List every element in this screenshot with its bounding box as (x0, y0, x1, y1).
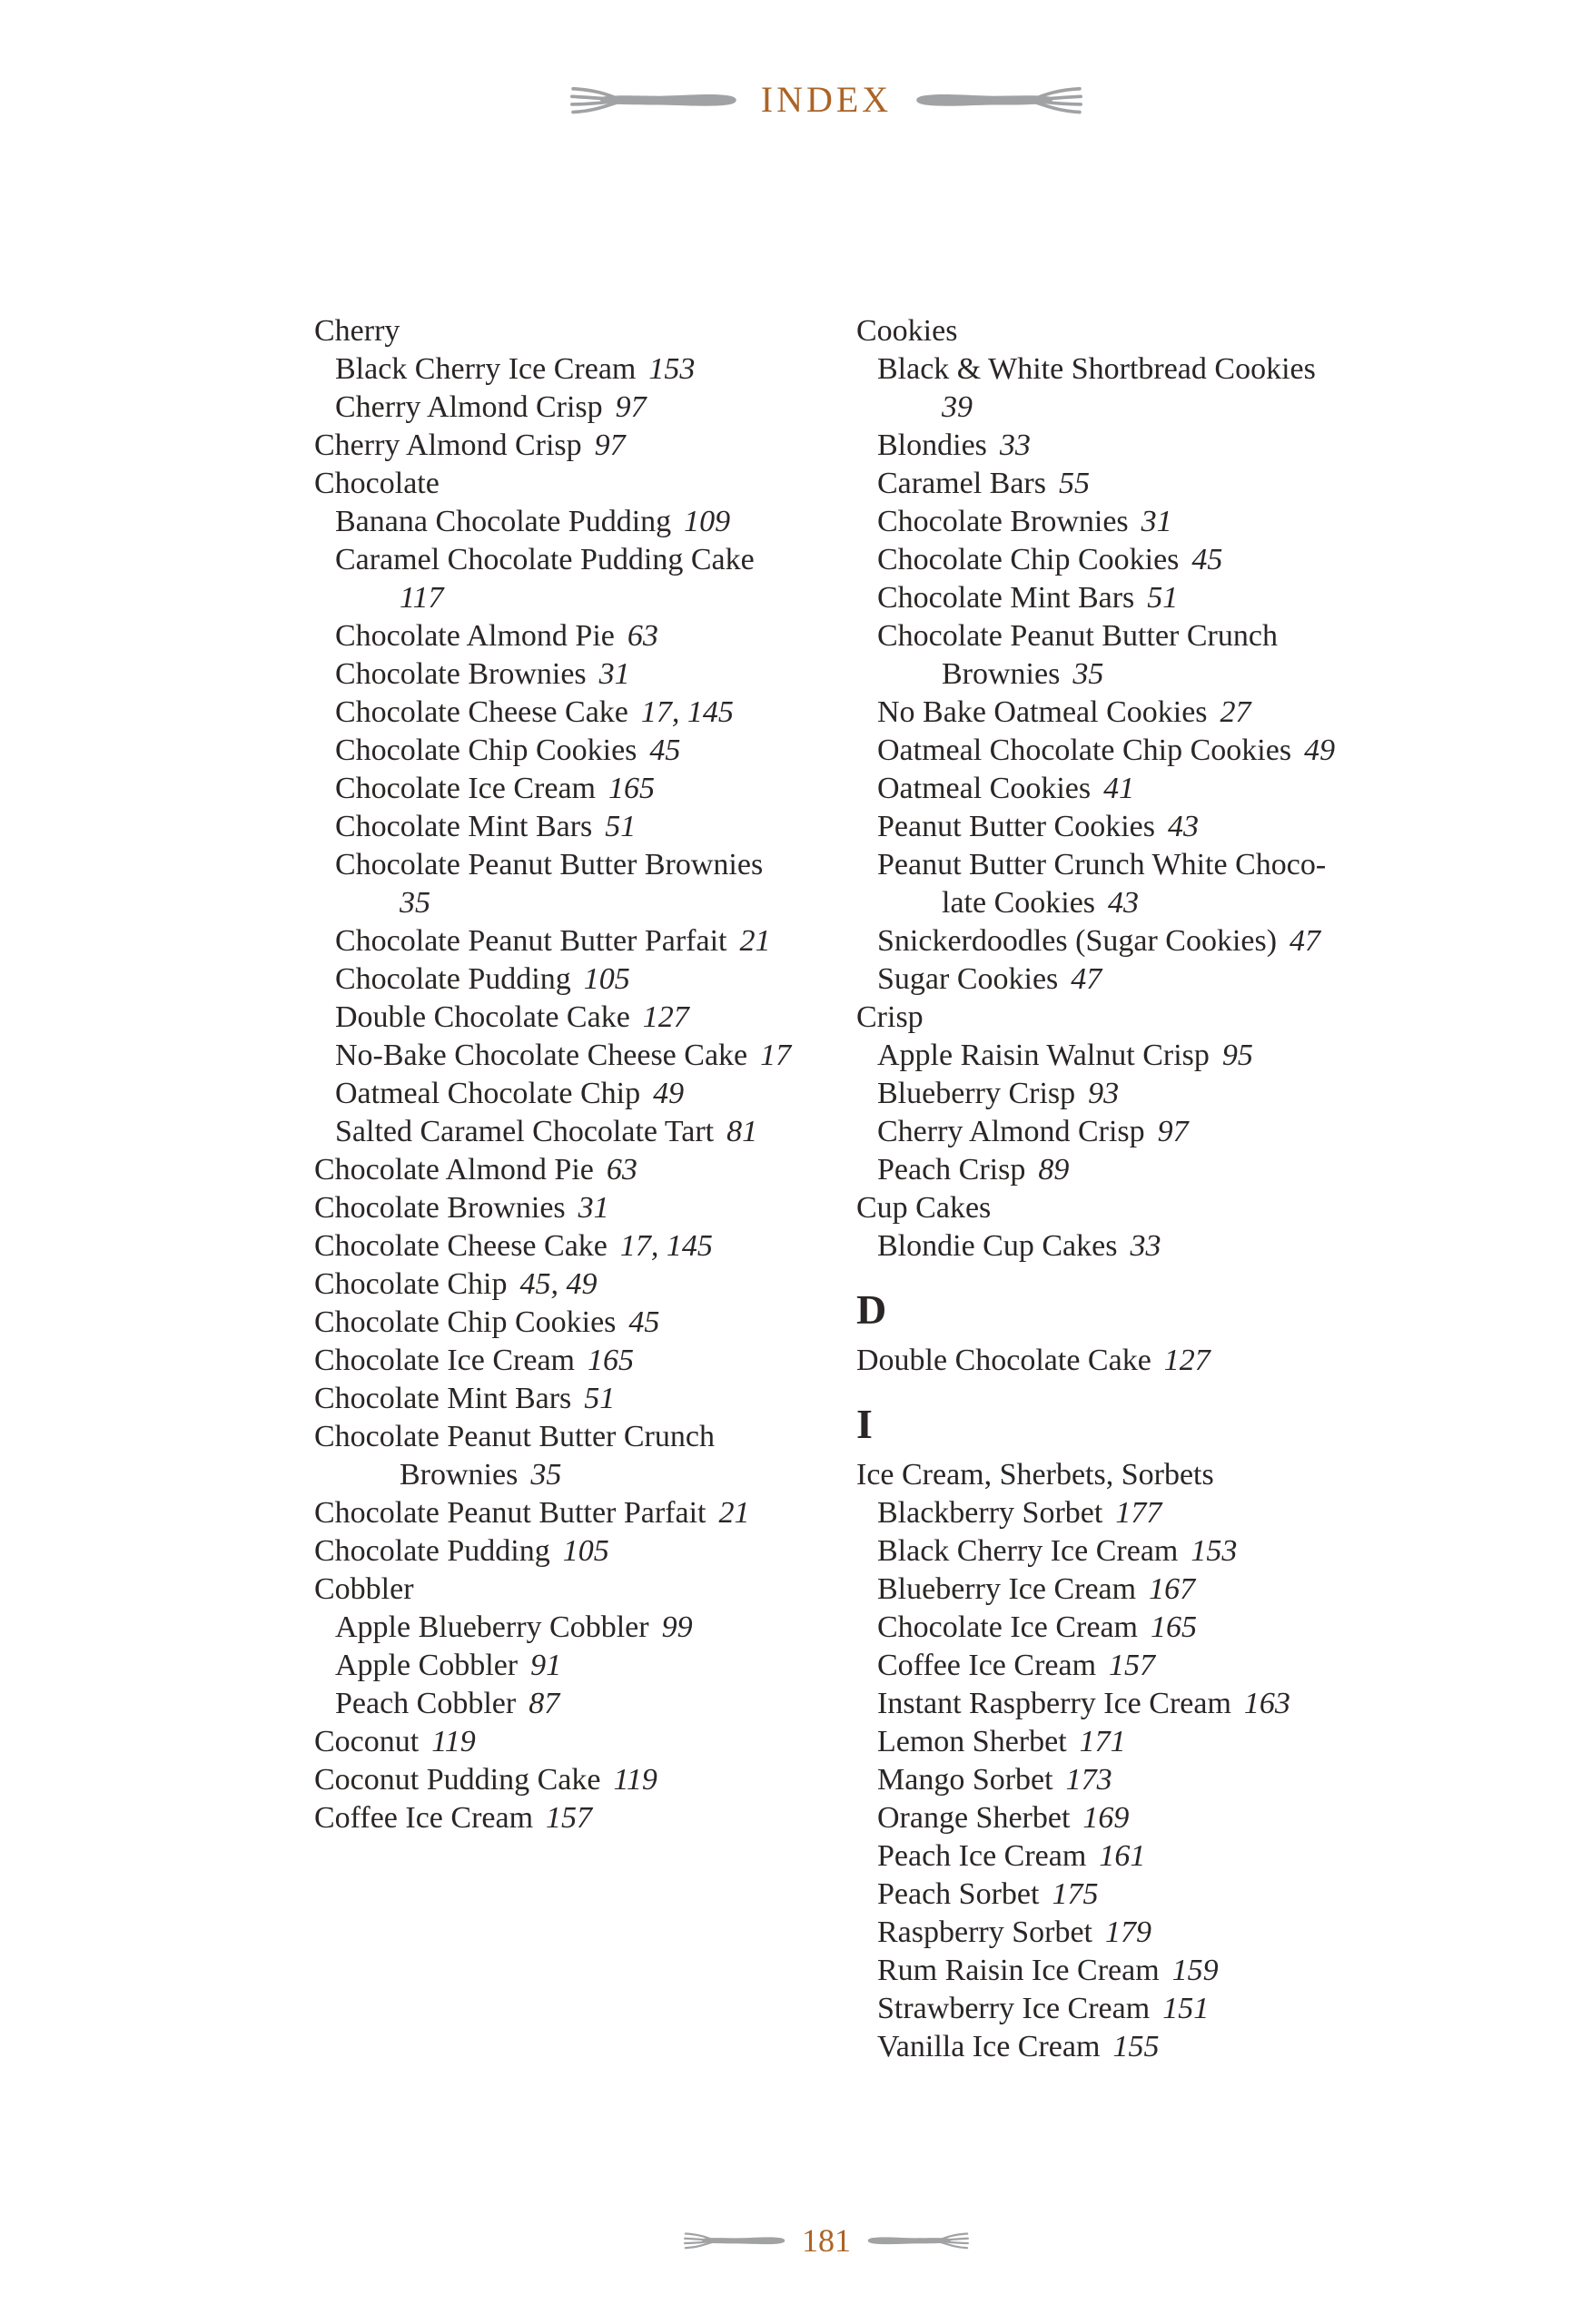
entry-title: Brownies (400, 1458, 519, 1492)
index-entry (314, 1227, 845, 1265)
entry-title: Chocolate Peanut Butter Crunch (877, 619, 1278, 653)
index-entry (856, 999, 1401, 1037)
entry-title: Chocolate Peanut Butter Brownies (335, 848, 764, 881)
page-header (41, 80, 1571, 120)
entry-title: Black Cherry Ice Cream (877, 1534, 1179, 1568)
index-entry (856, 541, 1401, 579)
entry-page-number: 105 (583, 962, 630, 996)
entry-title: Peach Sorbet (877, 1877, 1040, 1911)
entry-title: Vanilla Ice Cream (877, 2030, 1101, 2063)
entry-page-number: 35 (530, 1458, 562, 1492)
entry-page-number: 87 (529, 1687, 560, 1720)
index-entry (314, 503, 845, 541)
entry-title: Double Chocolate Cake (856, 1344, 1151, 1377)
entry-page-number: 97 (615, 390, 647, 424)
entry-page-number: 99 (661, 1610, 693, 1644)
index-entry (856, 655, 1401, 694)
entry-page-number: 89 (1038, 1153, 1070, 1187)
entry-title: Coconut (314, 1725, 420, 1758)
entry-page-number: 157 (1109, 1649, 1156, 1682)
fork-icon (570, 82, 737, 118)
index-entry (314, 579, 845, 617)
entry-title: Raspberry Sorbet (877, 1915, 1093, 1949)
entry-page-number: 109 (684, 505, 731, 538)
index-entry (314, 694, 845, 732)
index-entry (314, 1342, 845, 1380)
entry-title: No-Bake Chocolate Cheese Cake (335, 1039, 748, 1072)
entry-page-number: 45 (1191, 543, 1223, 576)
entry-page-number: 49 (653, 1077, 685, 1110)
entry-page-number: 93 (1088, 1077, 1120, 1110)
entry-page-number: 63 (627, 619, 658, 653)
entry-title: Cup Cakes (856, 1191, 992, 1225)
index-column-left (314, 312, 845, 1837)
entry-title: Chocolate Chip Cookies (314, 1305, 617, 1339)
entry-page-number: 95 (1221, 1039, 1253, 1072)
entry-title: Peanut Butter Cookies (877, 810, 1155, 843)
entry-title: Chocolate Ice Cream (314, 1344, 575, 1377)
entry-page-number: 179 (1105, 1915, 1152, 1949)
entry-page-number: 35 (400, 886, 430, 920)
entry-page-number: 153 (648, 352, 696, 386)
entry-title: Peach Ice Cream (877, 1839, 1087, 1873)
entry-page-number: 21 (739, 924, 771, 958)
entry-title: Chocolate Peanut Butter Parfait (335, 924, 727, 958)
index-entry (314, 732, 845, 770)
index-entry (856, 1609, 1401, 1647)
index-entry (856, 1075, 1401, 1113)
index-entry (314, 1647, 845, 1685)
entry-page-number: 165 (608, 772, 655, 805)
index-entry (314, 1609, 845, 1647)
index-entry (856, 1113, 1401, 1151)
index-entry (314, 541, 845, 579)
entry-title: Apple Cobbler (335, 1649, 519, 1682)
entry-title: Banana Chocolate Pudding (335, 505, 672, 538)
entry-page-number: 43 (1108, 886, 1140, 920)
entry-page-number: 81 (726, 1115, 758, 1148)
entry-page-number: 155 (1112, 2030, 1160, 2063)
entry-title: D (856, 1286, 887, 1333)
index-entry (314, 1037, 845, 1075)
entry-page-number: 153 (1191, 1534, 1238, 1568)
entry-page-number: 167 (1149, 1572, 1196, 1606)
index-entry (856, 427, 1401, 465)
entry-title: Strawberry Ice Cream (877, 1992, 1151, 2025)
index-entry (856, 1837, 1401, 1876)
index-entry (856, 808, 1401, 846)
entry-title: Oatmeal Chocolate Chip (335, 1077, 641, 1110)
index-entry (314, 884, 845, 922)
entry-title: Chocolate Brownies (877, 505, 1129, 538)
entry-title: Sugar Cookies (877, 962, 1059, 996)
entry-title: Coconut Pudding Cake (314, 1763, 601, 1797)
entry-title: Chocolate Chip Cookies (335, 734, 637, 767)
entry-title: Chocolate Almond Pie (314, 1153, 594, 1187)
entry-page-number: 63 (606, 1153, 637, 1187)
index-entry (856, 1723, 1401, 1761)
index-entry (314, 1265, 845, 1304)
index-entry (314, 1418, 845, 1456)
index-entry (314, 1799, 845, 1837)
entry-page-number: 161 (1099, 1839, 1146, 1873)
entry-title: Chocolate Cheese Cake (335, 695, 628, 729)
index-entry (856, 1342, 1401, 1380)
entry-title: Chocolate Pudding (314, 1534, 550, 1568)
index-entry (856, 694, 1401, 732)
entry-title: Black & White Shortbread Cookies (877, 352, 1316, 386)
entry-page-number: 151 (1162, 1992, 1210, 2025)
entry-title: Blueberry Ice Cream (877, 1572, 1137, 1606)
index-entry (856, 1227, 1401, 1265)
entry-title: Mango Sorbet (877, 1763, 1053, 1797)
entry-page-number: 105 (562, 1534, 609, 1568)
entry-page-number: 51 (605, 810, 637, 843)
entry-title: Oatmeal Chocolate Chip Cookies (877, 734, 1292, 767)
entry-title: Coffee Ice Cream (877, 1649, 1097, 1682)
entry-page-number: 91 (530, 1649, 562, 1682)
entry-page-number: 17 (760, 1039, 792, 1072)
entry-page-number: 47 (1071, 962, 1102, 996)
index-entry (856, 503, 1401, 541)
entry-title: Chocolate (314, 467, 440, 500)
index-entry (856, 1494, 1401, 1532)
index-entry (856, 1914, 1401, 1952)
entry-title: Caramel Bars (877, 467, 1046, 500)
index-entry (314, 350, 845, 389)
index-column-right (856, 312, 1401, 2066)
index-entry (856, 1571, 1401, 1609)
entry-title: Blondies (877, 428, 987, 462)
entry-page-number: 119 (613, 1763, 657, 1797)
index-entry (856, 617, 1401, 655)
entry-title: late Cookies (942, 886, 1096, 920)
entry-page-number: 45 (649, 734, 681, 767)
index-entry (856, 465, 1401, 503)
index-entry (314, 770, 845, 808)
index-entry (314, 389, 845, 427)
entry-page-number: 159 (1171, 1954, 1219, 1987)
entry-page-number: 31 (578, 1191, 609, 1225)
entry-page-number: 33 (1130, 1229, 1161, 1263)
index-entry (856, 960, 1401, 999)
entry-title: Chocolate Peanut Butter Crunch (314, 1420, 715, 1453)
entry-title: No Bake Oatmeal Cookies (877, 695, 1208, 729)
index-entry (314, 655, 845, 694)
entry-title: Chocolate Pudding (335, 962, 571, 996)
index-entry (856, 1799, 1401, 1837)
index-entry (856, 770, 1401, 808)
entry-title: Chocolate Chip Cookies (877, 543, 1180, 576)
entry-title: Snickerdoodles (Sugar Cookies) (877, 924, 1278, 958)
index-entry (314, 1151, 845, 1189)
index-entry (314, 1189, 845, 1227)
entry-title: Crisp (856, 1000, 924, 1034)
entry-title: Chocolate Peanut Butter Parfait (314, 1496, 706, 1530)
fork-icon (684, 2230, 786, 2251)
index-entry (856, 1685, 1401, 1723)
index-entry (856, 1189, 1401, 1227)
entry-title: Peanut Butter Crunch White Choco- (877, 848, 1327, 881)
entry-title: Chocolate Almond Pie (335, 619, 615, 653)
entry-title: Salted Caramel Chocolate Tart (335, 1115, 715, 1148)
index-entry (856, 389, 1401, 427)
index-entry (314, 960, 845, 999)
index-entry (856, 846, 1401, 884)
index-entry (314, 999, 845, 1037)
entry-title: Peach Crisp (877, 1153, 1026, 1187)
index-entry (856, 1647, 1401, 1685)
entry-page-number: 39 (942, 390, 973, 424)
entry-page-number: 31 (598, 657, 630, 691)
entry-page-number: 127 (1163, 1344, 1210, 1377)
entry-page-number: 31 (1141, 505, 1172, 538)
entry-title: Chocolate Ice Cream (335, 772, 596, 805)
entry-title: Rum Raisin Ice Cream (877, 1954, 1160, 1987)
entry-title: Chocolate Brownies (335, 657, 587, 691)
index-entry (856, 1990, 1401, 2028)
entry-page-number: 163 (1243, 1687, 1290, 1720)
index-entry (314, 808, 845, 846)
index-entry (314, 1113, 845, 1151)
entry-page-number: 55 (1059, 467, 1090, 500)
entry-title: Coffee Ice Cream (314, 1801, 534, 1835)
entry-page-number: 51 (584, 1382, 616, 1415)
entry-title: Cookies (856, 314, 958, 348)
index-entry (314, 1380, 845, 1418)
entry-page-number: 17, 145 (619, 1229, 713, 1263)
entry-page-number: 45, 49 (519, 1267, 598, 1301)
index-entry (314, 1761, 845, 1799)
entry-title: Blackberry Sorbet (877, 1496, 1103, 1530)
entry-title: Orange Sherbet (877, 1801, 1071, 1835)
entry-title: Instant Raspberry Ice Cream (877, 1687, 1231, 1720)
index-entry (314, 427, 845, 465)
entry-page-number: 169 (1082, 1801, 1130, 1835)
entry-title: Chocolate Brownies (314, 1191, 566, 1225)
entry-page-number: 33 (999, 428, 1031, 462)
index-entry (856, 1151, 1401, 1189)
entry-page-number: 127 (642, 1000, 689, 1034)
entry-title: Peach Cobbler (335, 1687, 517, 1720)
entry-page-number: 17, 145 (640, 695, 734, 729)
entry-title: Apple Blueberry Cobbler (335, 1610, 649, 1644)
entry-page-number: 51 (1147, 581, 1179, 615)
entry-page-number: 171 (1079, 1725, 1126, 1758)
entry-page-number: 41 (1103, 772, 1135, 805)
index-entry (314, 1494, 845, 1532)
entry-page-number: 165 (1150, 1610, 1197, 1644)
page-title: INDEX (760, 79, 893, 120)
entry-page-number: 45 (628, 1305, 660, 1339)
index-entry (856, 2028, 1401, 2066)
index-entry (856, 1456, 1401, 1494)
entry-title: I (856, 1401, 873, 1447)
index-entry (314, 922, 845, 960)
section-letter (856, 1403, 1401, 1445)
fork-icon (867, 2230, 969, 2251)
section-letter (856, 1286, 1401, 1333)
index-entry (314, 846, 845, 884)
index-entry (314, 1723, 845, 1761)
entry-title: Black Cherry Ice Cream (335, 352, 637, 386)
entry-page-number: 97 (594, 428, 626, 462)
index-entry (856, 579, 1401, 617)
index-entry (314, 617, 845, 655)
entry-page-number: 97 (1157, 1115, 1189, 1148)
index-entry (314, 1571, 845, 1609)
index-entry (314, 1304, 845, 1342)
index-entry (856, 312, 1401, 350)
entry-title: Blueberry Crisp (877, 1077, 1076, 1110)
fork-icon (915, 82, 1082, 118)
index-entry (856, 884, 1401, 922)
entry-page-number: 173 (1065, 1763, 1112, 1797)
entry-title: Cherry Almond Crisp (877, 1115, 1145, 1148)
entry-page-number: 35 (1072, 657, 1104, 691)
index-entry (314, 1532, 845, 1571)
entry-title: Cherry (314, 314, 400, 348)
entry-page-number: 157 (546, 1801, 593, 1835)
index-entry (314, 1685, 845, 1723)
index-entry (856, 1532, 1401, 1571)
entry-title: Chocolate Mint Bars (314, 1382, 572, 1415)
entry-title: Caramel Chocolate Pudding Cake (335, 543, 755, 576)
entry-title: Blondie Cup Cakes (877, 1229, 1118, 1263)
index-entry (856, 350, 1401, 389)
index-entry (856, 1952, 1401, 1990)
entry-title: Cobbler (314, 1572, 414, 1606)
entry-title: Chocolate Chip (314, 1267, 508, 1301)
entry-title: Chocolate Ice Cream (877, 1610, 1138, 1644)
entry-page-number: 21 (718, 1496, 750, 1530)
index-entry (856, 1876, 1401, 1914)
index-entry (856, 1761, 1401, 1799)
entry-page-number: 175 (1052, 1877, 1099, 1911)
entry-title: Ice Cream, Sherbets, Sorbets (856, 1458, 1214, 1492)
page-footer (41, 2222, 1571, 2259)
index-entry (856, 732, 1401, 770)
index-entry (314, 1075, 845, 1113)
entry-page-number: 119 (431, 1725, 476, 1758)
entry-title: Double Chocolate Cake (335, 1000, 630, 1034)
entry-title: Chocolate Cheese Cake (314, 1229, 608, 1263)
entry-title: Oatmeal Cookies (877, 772, 1092, 805)
entry-title: Apple Raisin Walnut Crisp (877, 1039, 1210, 1072)
entry-page-number: 117 (400, 581, 444, 615)
index-entry (856, 1037, 1401, 1075)
entry-title: Cherry Almond Crisp (335, 390, 603, 424)
entry-page-number: 47 (1289, 924, 1321, 958)
entry-page-number: 43 (1167, 810, 1199, 843)
entry-title: Lemon Sherbet (877, 1725, 1067, 1758)
index-entry (314, 1456, 845, 1494)
index-entry (856, 922, 1401, 960)
index-entry (314, 465, 845, 503)
entry-page-number: 27 (1220, 695, 1251, 729)
entry-page-number: 49 (1304, 734, 1336, 767)
entry-title: Cherry Almond Crisp (314, 428, 582, 462)
entry-page-number: 165 (587, 1344, 634, 1377)
entry-title: Chocolate Mint Bars (877, 581, 1135, 615)
entry-title: Chocolate Mint Bars (335, 810, 593, 843)
entry-page-number: 177 (1115, 1496, 1162, 1530)
entry-title: Brownies (942, 657, 1061, 691)
page-number: 181 (802, 2222, 851, 2259)
index-entry (314, 312, 845, 350)
